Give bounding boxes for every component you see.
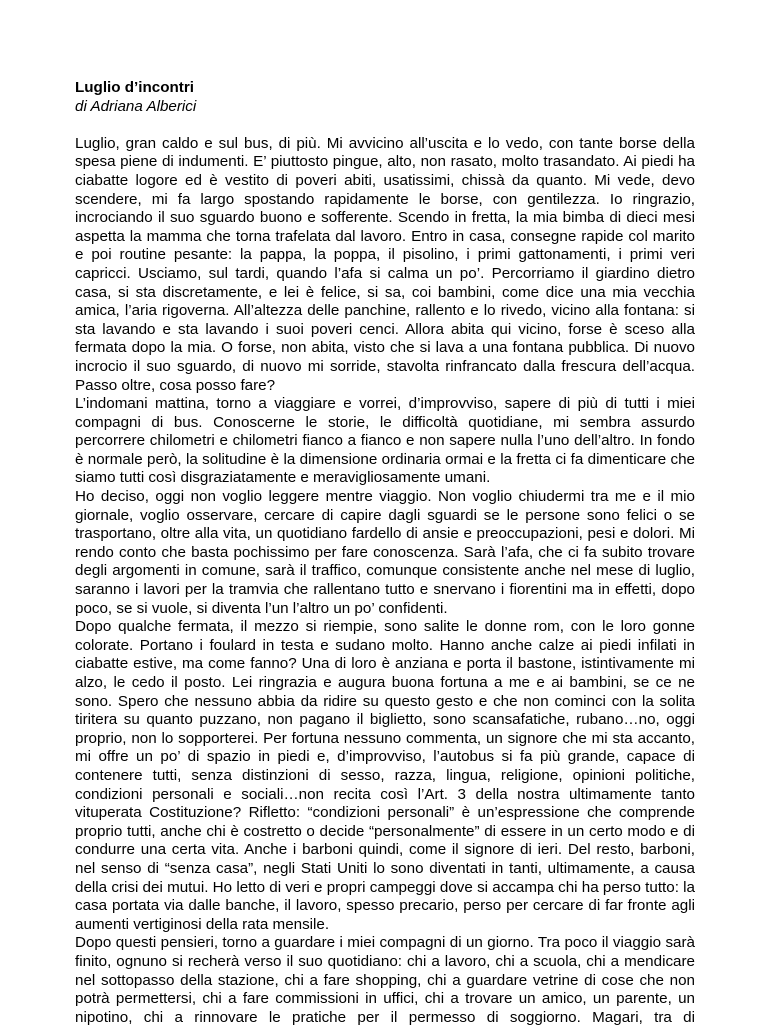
document-page bbox=[75, 79, 695, 1027]
document-title: Luglio d’incontri bbox=[75, 79, 194, 96]
paragraph-5: Dopo questi pensieri, torno a guardare i miei compagni di un giorno. Tra poco il viaggio sarà finito, ognuno si recherà verso il suo quotidiano: chi a lavoro, chi a scuola, chi a mendicare nel sottopasso della stazione, chi a fare shopping, chi a guardare vetrine di cose che non potrà permettersi, chi a fare commissioni in uffici, chi a trovare un amico, un parente, un nipotino, chi a rinnovare le pratiche per il permesso di soggiorno. Magari, tra di bbox=[75, 934, 695, 1026]
document-author: di Adriana Alberici bbox=[75, 97, 197, 115]
paragraph-1: Luglio, gran caldo e sul bus, di più. Mi avvicino all’uscita e lo vedo, con tante borse della spesa piene di indumenti. E’ piuttosto pingue, alto, non rasato, molto trasandato. Ai piedi ha ciabatte logore ed è vestito di poveri abiti, usatissimi, chissà da quanto. Mi vede, devo scendere, mi fa largo spostando rapidamente le borse, con gentilezza. Io ringrazio, incrociando il suo sguardo buono e sofferente. Scendo in fretta, la mia bimba di dieci mesi aspetta la mamma che torna trafelata dal lavoro. Entro in casa, consegne rapide col marito e poi routine pesante: la pappa, la poppa, il pisolino, i primi gattonamenti, i primi veri capricci. Usciamo, sul tardi, quando l’afa si calma un po’. Percorriamo il giardino dietro casa, si sta discretamente, e lei è felice, si sa, coi bambini, come dice una mia vecchia amica, l’aria rigoverna. All’altezza delle panchine, rallento e lo rivedo, vicino alla fontana: si sta lavando e sta lavando i suoi poveri cenci. Allora abita qui vicino, forse è sceso alla fermata dopo la mia. O forse, non abita, visto che si lava a una fontana pubblica. Di nuovo incrocio il suo sguardo, di nuovo mi sorride, stavolta rinfrancato dalla frescura dell’acqua. Passo oltre, cosa posso fare? bbox=[75, 134, 695, 394]
paragraph-3: Ho deciso, oggi non voglio leggere mentre viaggio. Non voglio chiudermi tra me e il mio giornale, voglio osservare, cercare di capire dagli sguardi se le persone sono felici o se trasportano, oltre alla vita, un quotidiano fardello di ansie e preoccupazioni, pesi e dolori. Mi rendo conto che basta pochissimo per fare conoscenza. Sarà l’afa, che ci fa subito trovare degli argomenti in comune, sarà il traffico, comunque consistente anche nel mese di luglio, saranno i lavori per la tramvia che rallentano tutto e snervano i fiorentini ma in effetti, dopo poco, se si vuole, si diventa l’un l’altro un po’ confidenti. bbox=[75, 488, 695, 617]
paragraph-4: Dopo qualche fermata, il mezzo si riempie, sono salite le donne rom, con le loro gonne colorate. Portano i foulard in testa e sudano molto. Hanno anche calze ai piedi infilati in ciabatte estive, ma come fanno? Una di loro è anziana e porta il bastone, istintivamente mi alzo, le cedo il posto. Lei ringrazia e augura buona fortuna a me e ai bambini, se ce ne sono. Spero che nessuno abbia da ridire su questo gesto e che non cominci con la solita tiritera su quanto puzzano, non pagano il biglietto, sono scansafatiche, rubano…no, oggi proprio, non lo sopporterei. Per fortuna nessuno commenta, un signore che mi sta accanto, mi offre un po’ di spazio in piedi e, d’improvviso, l’autobus si fa più grande, capace di contenere tutti, senza distinzioni di sesso, razza, lingua, religione, opinioni politiche, condizioni personali e sociali…non recita così l’Art. 3 della nostra ultimamente tanto vituperata Costituzione? Rifletto: “condizioni personali” è un’espressione che comprende proprio tutti, anche chi è costretto o decide “personalmente” di essere in un certo modo e di condurre una certa vita. Anche i barboni quindi, come il signore di ieri. Del resto, barboni, nel senso di “senza casa”, negli Stati Uniti lo sono diventati in tanti, ultimamente, a causa della crisi dei mutui. Ho letto di veri e propri campeggi dove si accampa chi ha perso tutto: la casa portata via dalle banche, il lavoro, spesso precario, perso per cercare di far fronte agli aumenti vertiginosi della rata mensile. bbox=[75, 618, 695, 933]
paragraph-2: L’indomani mattina, torno a viaggiare e vorrei, d’improvviso, sapere di più di tutti i miei compagni di bus. Conoscerne le storie, le difficoltà quotidiane, mi sembra assurdo percorrere chilometri e chilometri fianco a fianco e non sapere nulla l’uno dell’altro. In fondo è normale però, la solitudine è la dimensione ordinaria ormai e la fretta ci fa dimenticare che siamo tutti così disgraziatamente e meravigliosamente umani. bbox=[75, 395, 695, 487]
